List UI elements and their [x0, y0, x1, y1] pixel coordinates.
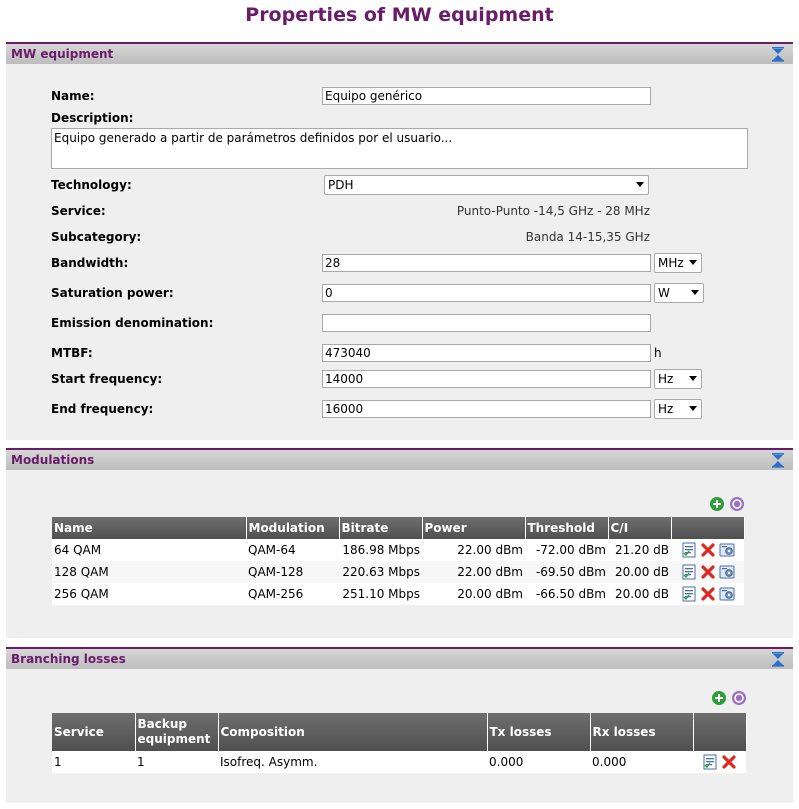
bandwidth-input[interactable]: 28	[322, 254, 651, 272]
panel-title: MW equipment	[11, 47, 114, 61]
cell-threshold: -69.50 dBm	[525, 561, 608, 583]
bandwidth-label: Bandwidth:	[51, 256, 129, 270]
column-header[interactable]: Power	[422, 517, 525, 539]
cell-modulation: QAM-128	[246, 561, 339, 583]
cell-service: 1	[52, 751, 135, 773]
page-title: Properties of MW equipment	[245, 4, 554, 26]
edit-icon[interactable]	[681, 542, 697, 558]
cell-bitrate: 251.10 Mbps	[339, 583, 422, 605]
technology-select[interactable]	[324, 175, 649, 195]
settings-icon[interactable]	[719, 542, 735, 558]
row-actions	[693, 751, 746, 773]
service-label: Service:	[51, 204, 106, 218]
saturation-unit-select[interactable]	[654, 283, 704, 303]
column-header[interactable]: Tx losses	[487, 713, 590, 751]
emission-input[interactable]	[322, 314, 651, 332]
settings-icon[interactable]	[719, 564, 735, 580]
cell-name: 256 QAM	[52, 583, 246, 605]
column-header[interactable]: Rx losses	[590, 713, 693, 751]
cell-modulation: QAM-256	[246, 583, 339, 605]
edit-icon[interactable]	[702, 754, 718, 770]
cell-backup: 1	[135, 751, 218, 773]
mw-equipment-header[interactable]	[6, 42, 793, 64]
column-header-actions	[693, 713, 746, 751]
delete-icon[interactable]	[700, 542, 716, 558]
cell-modulation: QAM-64	[246, 539, 339, 561]
row-actions	[671, 561, 744, 583]
chevron-down-icon	[689, 260, 697, 265]
column-header[interactable]: Name	[52, 517, 246, 539]
column-header-actions	[671, 517, 744, 539]
column-header[interactable]: C/I	[608, 517, 671, 539]
cell-name: 128 QAM	[52, 561, 246, 583]
bandwidth-unit: MHz	[658, 256, 684, 270]
collapse-icon[interactable]	[771, 651, 785, 667]
mtbf-input[interactable]: 473040	[322, 344, 651, 362]
add-icon[interactable]	[711, 690, 727, 706]
start-frequency-input[interactable]: 14000	[322, 370, 651, 388]
chevron-down-icon	[689, 406, 697, 411]
subcategory-label: Subcategory:	[51, 230, 142, 244]
end-frequency-unit: Hz	[658, 402, 674, 416]
subcategory-value: Banda 14-15,35 GHz	[525, 230, 650, 244]
add-icon[interactable]	[709, 496, 725, 512]
mw-equipment-panel	[6, 42, 793, 440]
table-row[interactable]	[52, 583, 744, 605]
help-icon[interactable]	[729, 496, 745, 512]
cell-power: 20.00 dBm	[422, 583, 525, 605]
table-header-row	[52, 517, 744, 539]
collapse-icon[interactable]	[771, 452, 785, 468]
edit-icon[interactable]	[681, 564, 697, 580]
modulations-header[interactable]	[6, 448, 793, 470]
name-input[interactable]: Equipo genérico	[322, 87, 651, 105]
end-frequency-label: End frequency:	[51, 402, 154, 416]
cell-threshold: -66.50 dBm	[525, 583, 608, 605]
column-header[interactable]: Modulation	[246, 517, 339, 539]
row-actions	[671, 583, 744, 605]
description-textarea[interactable]: Equipo generado a partir de parámetros definidos por el usuario...	[51, 128, 748, 169]
column-header[interactable]: Composition	[218, 713, 487, 751]
saturation-unit: W	[658, 286, 670, 300]
cell-power: 22.00 dBm	[422, 539, 525, 561]
panel-title: Branching losses	[11, 652, 126, 666]
start-frequency-unit: Hz	[658, 372, 674, 386]
help-icon[interactable]	[731, 690, 747, 706]
cell-bitrate: 220.63 Mbps	[339, 561, 422, 583]
cell-threshold: -72.00 dBm	[525, 539, 608, 561]
modulations-table	[52, 517, 745, 605]
table-row[interactable]	[52, 539, 744, 561]
start-frequency-label: Start frequency:	[51, 372, 163, 386]
column-header[interactable]: Backup equipment	[135, 713, 218, 751]
technology-label: Technology:	[51, 178, 132, 192]
column-header[interactable]: Bitrate	[339, 517, 422, 539]
column-header[interactable]: Threshold	[525, 517, 608, 539]
table-header-row	[52, 713, 746, 751]
edit-icon[interactable]	[681, 586, 697, 602]
settings-icon[interactable]	[719, 586, 735, 602]
cell-power: 22.00 dBm	[422, 561, 525, 583]
row-actions	[671, 539, 744, 561]
cell-composition: Isofreq. Asymm.	[218, 751, 487, 773]
cell-ci: 21.20 dB	[608, 539, 671, 561]
branching-header[interactable]	[6, 647, 793, 669]
service-value: Punto-Punto -14,5 GHz - 28 MHz	[456, 204, 650, 218]
emission-label: Emission denomination:	[51, 316, 214, 330]
end-frequency-unit-select[interactable]	[654, 399, 702, 419]
panel-title: Modulations	[11, 453, 95, 467]
technology-selected: PDH	[328, 178, 354, 192]
saturation-input[interactable]: 0	[322, 284, 651, 302]
table-row[interactable]	[52, 751, 746, 773]
column-header[interactable]: Service	[52, 713, 135, 751]
end-frequency-input[interactable]: 16000	[322, 400, 651, 418]
chevron-down-icon	[689, 376, 697, 381]
delete-icon[interactable]	[700, 586, 716, 602]
branching-actions	[711, 690, 747, 706]
cell-name: 64 QAM	[52, 539, 246, 561]
delete-icon[interactable]	[700, 564, 716, 580]
mtbf-label: MTBF:	[51, 346, 93, 360]
start-frequency-unit-select[interactable]	[654, 369, 702, 389]
cell-bitrate: 186.98 Mbps	[339, 539, 422, 561]
delete-icon[interactable]	[721, 754, 737, 770]
name-label: Name:	[51, 89, 95, 103]
cell-ci: 20.00 dB	[608, 583, 671, 605]
collapse-icon[interactable]	[771, 46, 785, 62]
cell-tx-losses: 0.000	[487, 751, 590, 773]
branching-panel	[6, 647, 793, 803]
cell-rx-losses: 0.000	[590, 751, 693, 773]
saturation-label: Saturation power:	[51, 286, 174, 300]
table-row[interactable]	[52, 561, 744, 583]
cell-ci: 20.00 dB	[608, 561, 671, 583]
chevron-down-icon	[636, 182, 644, 187]
description-label: Description:	[51, 111, 134, 125]
modulations-panel	[6, 448, 793, 638]
mtbf-unit: h	[654, 346, 662, 360]
branching-table	[52, 713, 747, 773]
bandwidth-unit-select[interactable]	[654, 253, 702, 273]
chevron-down-icon	[691, 290, 699, 295]
modulations-actions	[709, 496, 745, 512]
